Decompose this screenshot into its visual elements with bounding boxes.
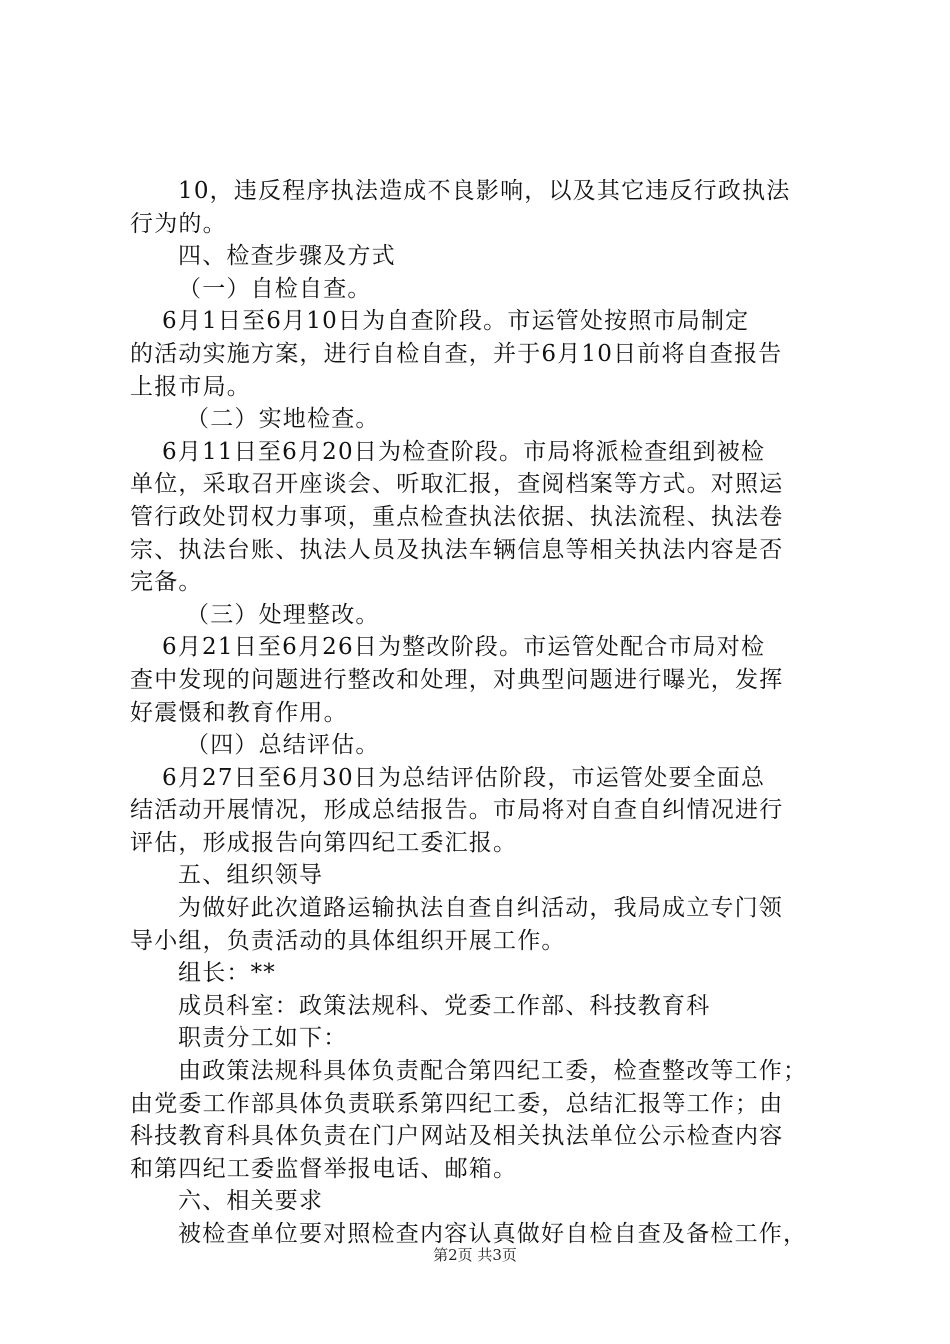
subsection-heading: （四）总结评估。 [186, 732, 380, 759]
paragraph-line: 查中发现的问题进行整改和处理，对典型问题进行曝光，发挥 [130, 666, 784, 693]
paragraph-line: 宗、执法台账、执法人员及执法车辆信息等相关执法内容是否 [130, 536, 784, 563]
paragraph-line: 导小组，负责活动的具体组织开展工作。 [130, 927, 566, 954]
paragraph-line: 和第四纪工委监督举报电话、邮箱。 [130, 1155, 518, 1182]
paragraph-line: 组长：** [178, 960, 276, 987]
paragraph-line: 为做好此次道路运输执法自查自纠活动，我局成立专门领 [178, 895, 783, 922]
paragraph-line: 6月11日至6月20日为检查阶段。市局将派检查组到被检 [162, 438, 766, 465]
section-heading: 五、组织领导 [178, 862, 324, 889]
document-body [130, 175, 850, 1251]
section-heading: 六、相关要求 [178, 1188, 324, 1215]
page-footer: 第2页 共3页 [433, 1246, 517, 1264]
paragraph-line: 科技教育科具体负责在门户网站及相关执法单位公示检查内容 [130, 1123, 784, 1150]
section-heading: 四、检查步骤及方式 [178, 243, 396, 270]
paragraph-line: 6月27日至6月30日为总结评估阶段，市运管处要全面总 [162, 764, 766, 791]
paragraph-line: 单位，采取召开座谈会、听取汇报，查阅档案等方式。对照运 [130, 471, 784, 498]
subsection-heading: （二）实地检查。 [186, 406, 380, 433]
paragraph-line: 评估，形成报告向第四纪工委汇报。 [130, 829, 518, 856]
paragraph-line: 由政策法规科具体负责配合第四纪工委，检查整改等工作； [178, 1058, 808, 1085]
paragraph-line: 职责分工如下： [178, 1025, 348, 1052]
paragraph-line: 结活动开展情况，形成总结报告。市局将对自查自纠情况进行 [130, 797, 784, 824]
paragraph-line: 成员科室：政策法规科、党委工作部、科技教育科 [178, 992, 711, 1019]
paragraph-line: 由党委工作部具体负责联系第四纪工委，总结汇报等工作；由 [130, 1090, 784, 1117]
subsection-heading: （一）自检自查。 [178, 275, 372, 302]
paragraph-line: 上报市局。 [130, 373, 251, 400]
paragraph-line: 6月1日至6月10日为自查阶段。市运管处按照市局制定 [162, 308, 750, 335]
paragraph-line: 完备。 [130, 569, 203, 596]
paragraph-line: 被检查单位要对照检查内容认真做好自检自查及备检工作， [178, 1221, 808, 1247]
paragraph-line: 好震慑和教育作用。 [130, 699, 348, 726]
paragraph-line: 10，违反程序执法造成不良影响，以及其它违反行政执法 [178, 178, 791, 204]
paragraph-line: 6月21日至6月26日为整改阶段。市运管处配合市局对检 [162, 634, 766, 661]
subsection-heading: （三）处理整改。 [186, 601, 380, 628]
paragraph-line: 管行政处罚权力事项，重点检查执法依据、执法流程、执法卷 [130, 503, 784, 530]
paragraph-line: 行为的。 [130, 210, 227, 237]
paragraph-line: 的活动实施方案，进行自检自查，并于6月10日前将自查报告 [130, 340, 783, 367]
